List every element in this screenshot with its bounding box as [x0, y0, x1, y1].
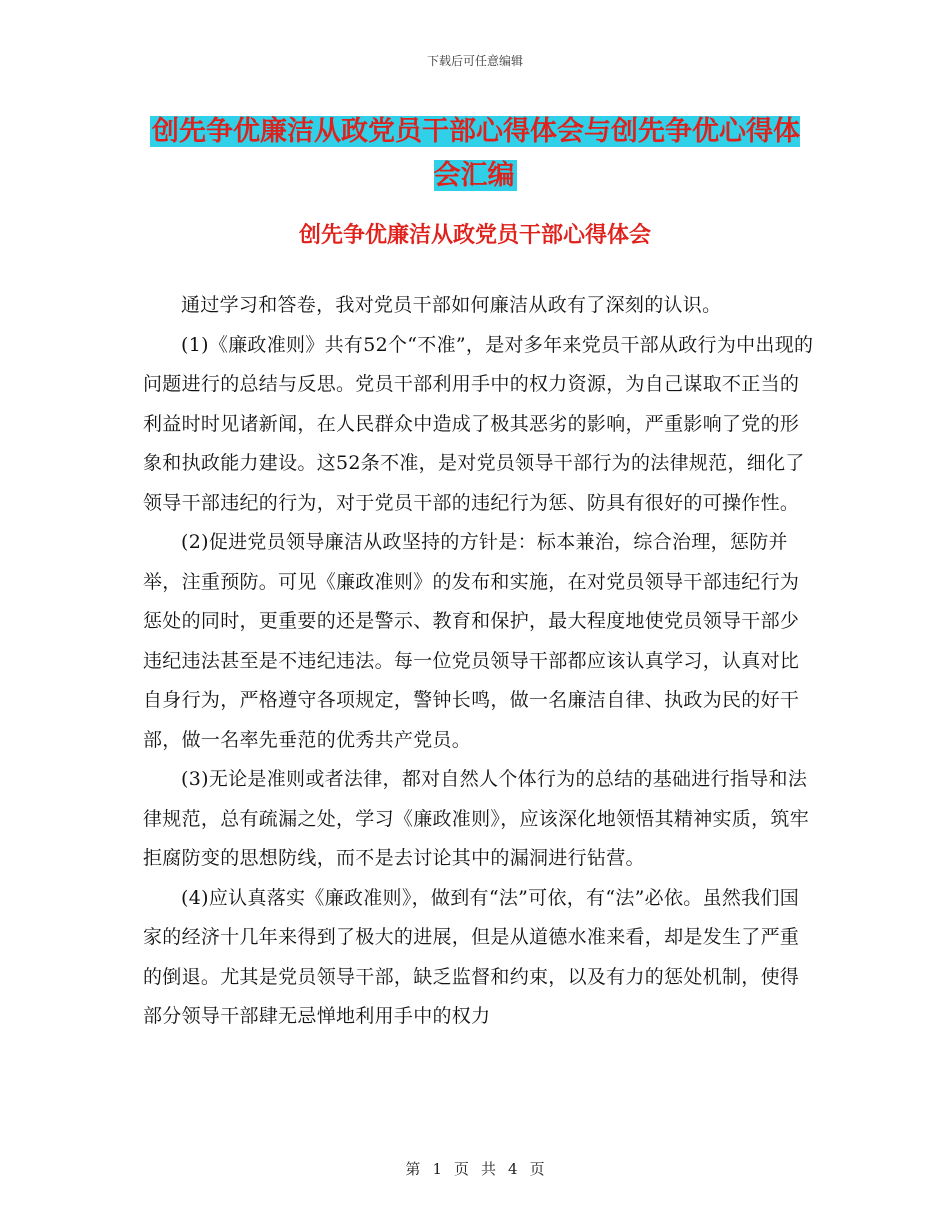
page-number: 1 — [432, 1160, 442, 1178]
paragraph: 通过学习和答卷，我对党员干部如何廉洁从政有了深刻的认识。 — [181, 294, 722, 316]
page-footer — [0, 1158, 950, 1179]
total-label: 共 — [481, 1160, 497, 1178]
total-unit: 页 — [529, 1160, 545, 1178]
paragraph: (4)应认真落实《廉政准则》，做到有“法”可依，有“法”必依。虽然我们国家的经济十几年来得到了极大的进展，但是从道德水准来看，却是发生了严重的倒退。尤其是党员领导干部，缺乏监督和约束，以及有力的惩处机制，使得部分领导干部肆无忌惮地利用手中的权力 — [143, 886, 800, 1027]
body-text — [143, 286, 815, 1037]
paragraph: (2)促进党员领导廉洁从政坚持的方针是：标本兼治，综合治理，惩防并举，注重预防。可见《廉政准则》的发布和实施，在对党员领导干部违纪行为惩处的同时，更重要的还是警示、教育和保护，最大程度地使党员领导干部少违纪违法甚至是不违纪违法。每一位党员领导干部都应该认真学习，认真对比自身行为，严格遵守各项规定，警钟长鸣，做一名廉洁自律、执政为民的好干部，做一名率先垂范的优秀共产党员。 — [143, 531, 800, 751]
paragraph: (3)无论是准则或者法律，都对自然人个体行为的总结的基础进行指导和法律规范，总有疏漏之处，学习《廉政准则》，应该深化地领悟其精神实质，筑牢拒腐防变的思想防线，而不是去讨论其中的漏洞进行钻营。 — [143, 768, 810, 869]
document-title — [150, 110, 800, 198]
page-unit: 页 — [453, 1160, 469, 1178]
total-pages: 4 — [508, 1160, 518, 1178]
section-title: 创先争优廉洁从政党员干部心得体会 — [298, 222, 651, 248]
paragraph: (1)《廉政准则》共有52个“不准”，是对多年来党员干部从政行为中出现的问题进行的总结与反思。党员干部利用手中的权力资源，为自己谋取不正当的利益时时见诸新闻，在人民群众中造成了极其恶劣的影响，严重影响了党的形象和执政能力建设。这52条不准，是对党员领导干部行为的法律规范，细化了领导干部违纪的行为，对于党员干部的违纪行为惩、防具有很好的可操作性。 — [143, 333, 814, 514]
page-label: 第 — [405, 1160, 421, 1178]
document-title-text: 创先争优廉洁从政党员干部心得体会与创先争优心得体会汇编 — [152, 116, 800, 191]
header-note: 下载后可任意编辑 — [426, 54, 523, 68]
